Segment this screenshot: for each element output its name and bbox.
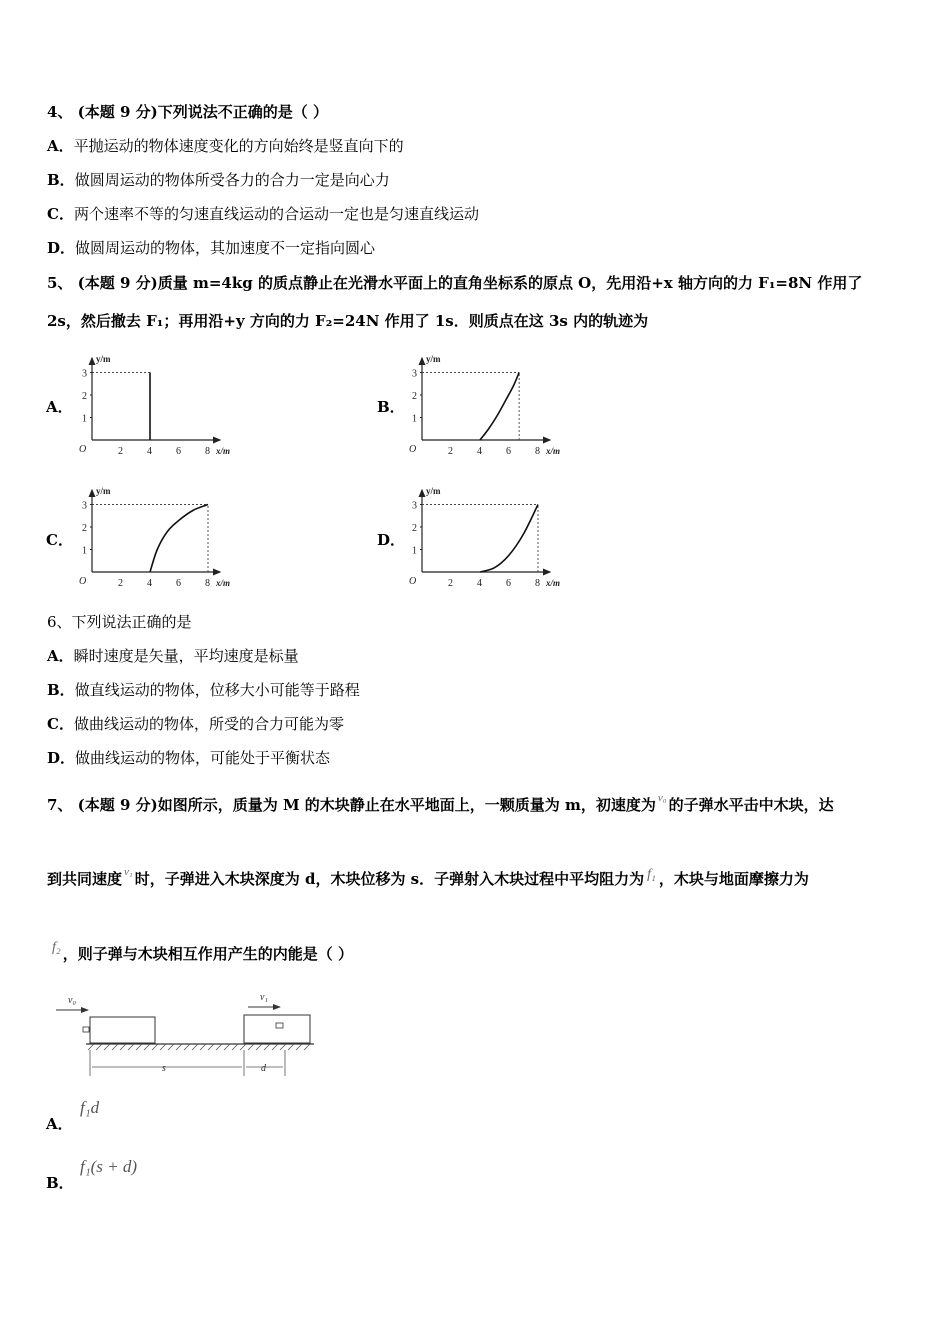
x-axis-label: x/m	[216, 446, 231, 456]
x-tick-label: 8	[205, 446, 210, 457]
y-axis-label: y/m	[426, 486, 441, 496]
q4-option-d	[47, 238, 375, 258]
x-tick-label: 6	[506, 578, 511, 589]
option-label: B．	[47, 171, 75, 189]
symbol-v1: v₁	[124, 866, 133, 878]
option-label: C．	[47, 715, 74, 733]
figure-v0-label: v₀	[68, 995, 76, 1006]
q5-option-d-label: D．	[377, 531, 406, 549]
x-tick-label: 2	[448, 578, 453, 589]
q6-option-c	[47, 714, 344, 734]
q7-text: 7、 (本题 9 分)如图所示，质量为 M 的木块静止在水平地面上，一颗质量为 m，初速度为	[47, 796, 656, 814]
q7-text: ，木块与地面摩擦力为	[658, 870, 809, 888]
y-tick-label: 1	[82, 545, 87, 557]
bullet-embedded	[276, 1023, 283, 1028]
y-tick-label: 2	[82, 391, 87, 402]
x-tick-label: 6	[506, 446, 511, 457]
q7-option-b-expr: f₁(s + d)	[80, 1157, 138, 1176]
q7-text: 的子弹水平击中木块，达	[668, 796, 834, 814]
q6-stem: 6、下列说法正确的是	[47, 613, 192, 631]
y-tick-label: 3	[82, 500, 87, 512]
option-text: 做曲线运动的物体，可能处于平衡状态	[75, 749, 331, 767]
option-label: D．	[47, 239, 76, 257]
x-axis-label: x/m	[546, 446, 561, 456]
y-tick-label: 2	[412, 523, 417, 534]
ground-hatching	[88, 1044, 310, 1050]
y-tick-label: 2	[82, 523, 87, 534]
q4-option-c	[47, 204, 479, 224]
q7-figure	[52, 988, 322, 1080]
y-tick-label: 1	[412, 413, 417, 425]
q7-option-b-label: B．	[46, 1174, 74, 1192]
y-tick-label: 3	[82, 368, 87, 380]
option-label: B．	[47, 681, 75, 699]
option-label: D．	[47, 749, 76, 767]
y-axis-label: y/m	[96, 354, 111, 364]
option-text: 做圆周运动的物体，其加速度不一定指向圆心	[75, 239, 376, 257]
x-axis-label: x/m	[546, 578, 561, 588]
x-tick-label: 2	[118, 578, 123, 589]
origin-label: O	[79, 444, 87, 455]
q7-stem-line2	[47, 866, 809, 891]
x-tick-label: 2	[118, 446, 123, 457]
x-tick-label: 4	[147, 446, 152, 457]
option-text: 瞬时速度是矢量，平均速度是标量	[73, 647, 299, 665]
origin-label: O	[409, 576, 417, 587]
option-text: 做圆周运动的物体所受各力的合力一定是向心力	[74, 171, 390, 189]
figure-v1-label: v₁	[260, 992, 268, 1003]
x-axis-label: x/m	[216, 578, 231, 588]
trajectory-line	[150, 505, 208, 573]
y-tick-label: 2	[412, 391, 417, 402]
option-text: 两个速率不等的匀速直线运动的合运动一定也是匀速直线运动	[73, 205, 479, 223]
figure-s-label: s	[162, 1063, 166, 1074]
block-final	[244, 1015, 310, 1043]
q7-option-a-label: A．	[46, 1115, 73, 1133]
x-tick-label: 6	[176, 578, 181, 589]
trajectory-line	[480, 505, 538, 573]
q5-option-a-label: A．	[46, 398, 73, 416]
x-tick-label: 2	[448, 446, 453, 457]
x-tick-label: 8	[205, 578, 210, 589]
option-label: A．	[47, 647, 74, 665]
q7-stem-line3	[52, 940, 353, 966]
y-tick-label: 3	[412, 500, 417, 512]
q7-stem-line1	[47, 792, 834, 817]
option-label: C．	[47, 205, 74, 223]
q4-option-a	[47, 136, 404, 156]
q5-option-c-label: C．	[46, 531, 73, 549]
trajectory-line	[480, 373, 519, 441]
x-tick-label: 4	[477, 446, 482, 457]
q7-option-a-expr: f₁d	[80, 1098, 100, 1117]
q4-option-b	[47, 170, 390, 190]
q5-stem-line1: 5、 (本题 9 分)质量 m=4kg 的质点静止在光滑水平面上的直角坐标系的原点 O，先用沿+x 轴方向的力 F₁=8N 作用了	[47, 274, 863, 292]
origin-label: O	[409, 444, 417, 455]
option-text: 做曲线运动的物体，所受的合力可能为零	[73, 715, 344, 733]
option-text: 做直线运动的物体，位移大小可能等于路程	[74, 681, 360, 699]
y-tick-label: 1	[82, 413, 87, 425]
x-tick-label: 4	[147, 578, 152, 589]
y-axis-label: y/m	[96, 486, 111, 496]
q6-option-d	[47, 748, 330, 768]
y-axis-label: y/m	[426, 354, 441, 364]
q5-graph-b	[404, 350, 584, 458]
bullet-initial	[83, 1027, 89, 1032]
y-tick-label: 3	[412, 368, 417, 380]
q6-option-a	[47, 646, 299, 666]
symbol-v0: v₀	[657, 792, 667, 804]
block-initial	[90, 1017, 155, 1043]
x-tick-label: 8	[535, 578, 540, 589]
symbol-f2: f₂	[52, 940, 61, 955]
q4-stem: 4、 (本题 9 分)下列说法不正确的是（ ）	[47, 103, 328, 121]
q6-option-b	[47, 680, 360, 700]
q7-text: ，则子弹与木块相互作用产生的内能是（ ）	[62, 945, 353, 963]
q5-graph-d	[404, 482, 584, 590]
symbol-f1: f₁	[647, 867, 656, 882]
q5-option-b-label: B．	[377, 398, 405, 416]
figure-d-label: d	[261, 1063, 266, 1074]
q7-text: 到共同速度	[47, 870, 123, 888]
x-tick-label: 4	[477, 578, 482, 589]
q5-graph-c	[74, 482, 254, 590]
q7-text: 时，子弹进入木块深度为 d，木块位移为 s．子弹射入木块过程中平均阻力为	[134, 870, 645, 888]
q5-graph-a	[74, 350, 254, 458]
y-tick-label: 1	[412, 545, 417, 557]
x-tick-label: 8	[535, 446, 540, 457]
option-label: A．	[47, 137, 74, 155]
q5-stem-line2: 2s，然后撤去 F₁；再用沿+y 方向的力 F₂=24N 作用了 1s．则质点在这 3s 内的轨迹为	[47, 312, 649, 330]
x-tick-label: 6	[176, 446, 181, 457]
option-text: 平抛运动的物体速度变化的方向始终是竖直向下的	[73, 137, 404, 155]
origin-label: O	[79, 576, 87, 587]
